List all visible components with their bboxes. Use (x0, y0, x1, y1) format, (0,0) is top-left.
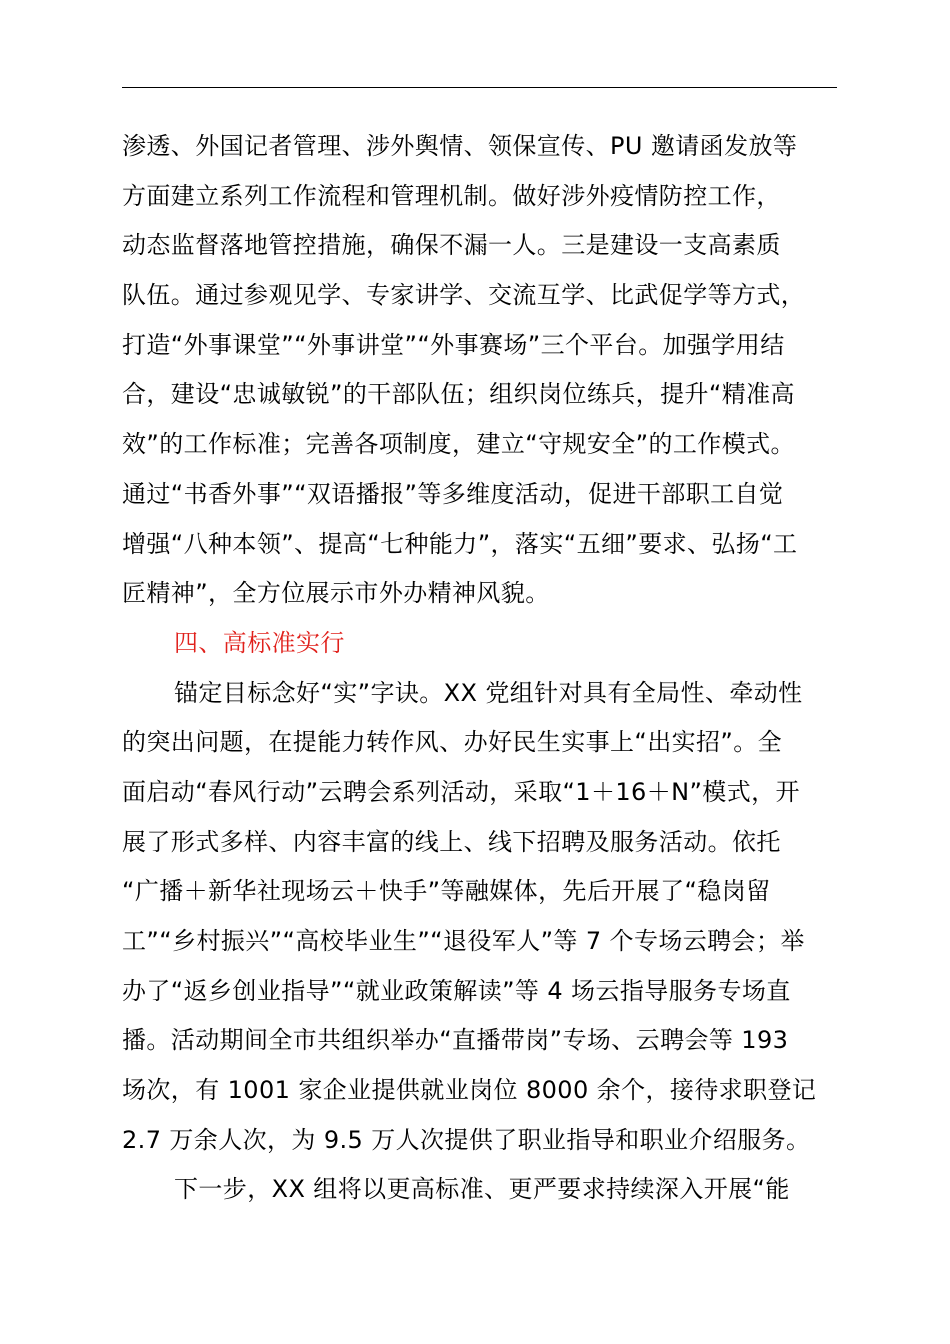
text-line: 效”的工作标准；完善各项制度，建立“守规安全”的工作模式。 (122, 430, 795, 459)
header-rule (122, 87, 837, 88)
section-heading: 四、高标准实行 (174, 628, 345, 657)
text-line: 队伍。通过参观见学、专家讲学、交流互学、比武促学等方式， (122, 281, 806, 310)
text-line: 通过“书香外事”“双语播报”等多维度活动，促进干部职工自觉 (122, 479, 784, 508)
text-line: 的突出问题，在提能力转作风、办好民生实事上“出实招”。全 (122, 728, 783, 757)
text-line: 场次，有 1001 家企业提供就业岗位 8000 余个，接待求职登记 (122, 1076, 817, 1105)
text-line: 打造“外事课堂”“外事讲堂”“外事赛场”三个平台。加强学用结 (122, 330, 785, 359)
text-line: 办了“返乡创业指导”“就业政策解读”等 4 场云指导服务专场直 (122, 976, 791, 1005)
text-line: 合，建设“忠诚敏锐”的干部队伍；组织岗位练兵，提升“精准高 (122, 380, 795, 409)
text-line: 渗透、外国记者管理、涉外舆情、领保宣传、PU 邀请函发放等 (122, 132, 798, 160)
text-line: 工”“乡村振兴”“高校毕业生”“退役军人”等 7 个专场云聘会；举 (122, 927, 805, 955)
text-line: 增强“八种本领”、提高“七种能力”，落实“五细”要求、弘扬“工 (122, 529, 798, 558)
text-line: 动态监督落地管控措施，确保不漏一人。三是建设一支高素质 (122, 231, 781, 260)
text-line: 锚定目标念好“实”字诀。XX 党组针对具有全局性、牵动性 (174, 678, 803, 707)
text-line: “广播＋新华社现场云＋快手”等融媒体，先后开展了“稳岗留 (122, 877, 771, 906)
text-line: 匠精神”，全方位展示市外办精神风貌。 (122, 579, 550, 608)
text-line: 下一步，XX 组将以更高标准、更严要求持续深入开展“能 (174, 1175, 790, 1204)
text-line: 展了形式多样、内容丰富的线上、线下招聘及服务活动。依托 (122, 827, 781, 856)
text-line: 方面建立系列工作流程和管理机制。做好涉外疫情防控工作， (122, 181, 781, 210)
text-line: 播。活动期间全市共组织举办“直播带岗”专场、云聘会等 193 (122, 1026, 789, 1055)
text-line: 2.7 万余人次，为 9.5 万人次提供了职业指导和职业介绍服务。 (122, 1125, 811, 1154)
text-line: 面启动“春风行动”云聘会系列活动，采取“1＋16＋N”模式，开 (122, 777, 800, 806)
body-text (122, 122, 852, 1215)
